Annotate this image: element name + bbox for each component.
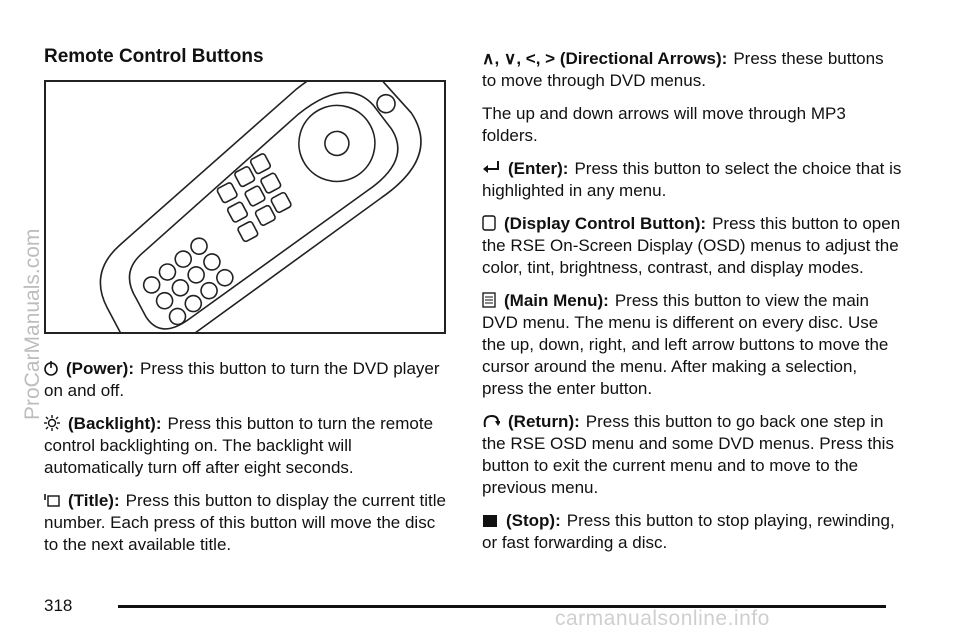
right-column	[482, 48, 902, 565]
arrows-term: (Directional Arrows):	[559, 49, 728, 68]
return-description	[482, 411, 902, 499]
backlight-icon	[44, 415, 60, 431]
display-description	[482, 213, 902, 279]
return-icon	[482, 413, 500, 429]
stop-icon	[482, 514, 498, 528]
title-icon	[44, 492, 60, 508]
menu-text: Press this button to view the main DVD menu. The menu is different on every disc. Use the up, down, right, and left arrow buttons to move the cursor around the menu. After making a selection, press the enter button.	[482, 291, 889, 398]
menu-icon	[482, 292, 496, 308]
backlight-description	[44, 413, 452, 479]
menu-description	[482, 290, 902, 400]
title-description	[44, 490, 452, 556]
power-term: (Power):	[66, 359, 134, 378]
arrows-description	[482, 48, 902, 92]
section-title: Remote Control Buttons	[44, 46, 264, 67]
bottom-watermark: carmanualsonline.info	[555, 607, 770, 630]
stop-term: (Stop):	[506, 511, 561, 530]
display-text: Press this button to open the RSE On-Screen Display (OSD) menus to adjust the color, tint, brightness, contrast, and display modes.	[482, 214, 901, 277]
display-term: (Display Control Button):	[504, 214, 707, 233]
arrows-icon: ∧, ∨, <, >	[482, 49, 556, 68]
backlight-term: (Backlight):	[68, 414, 162, 433]
title-term: (Title):	[68, 491, 120, 510]
side-watermark: ProCarManuals.com	[21, 228, 44, 420]
title-text: Press this button to display the current title number. Each press of this button will move the disc to the next available title.	[44, 491, 446, 554]
return-term: (Return):	[508, 412, 580, 431]
page-number: 318	[44, 596, 73, 615]
return-text: Press this button to go back one step in the RSE OSD menu and some DVD menus. Press this button to exit the current menu and to move to the previous menu.	[482, 412, 894, 497]
stop-text: Press this button to stop playing, rewinding, or fast forwarding a disc.	[482, 511, 895, 552]
menu-term: (Main Menu):	[504, 291, 609, 310]
enter-term: (Enter):	[508, 159, 569, 178]
power-icon	[44, 360, 58, 376]
remote-control-illustration	[44, 80, 446, 334]
stop-description	[482, 510, 902, 554]
mp3-text: The up and down arrows will move through MP3 folders.	[482, 104, 846, 145]
power-description	[44, 358, 452, 402]
arrows-text: Press these buttons to move through DVD menus.	[482, 49, 884, 90]
enter-icon	[482, 160, 500, 176]
backlight-text: Press this button to turn the remote control backlighting on. The backlight will automatically turn off after eight seconds.	[44, 414, 434, 477]
enter-description	[482, 158, 902, 202]
mp3-note	[482, 103, 902, 147]
left-column	[44, 358, 452, 567]
footer-rule	[118, 605, 886, 608]
remote-control-drawing	[46, 82, 444, 332]
power-text: Press this button to turn the DVD player on and off.	[44, 359, 440, 400]
enter-text: Press this button to select the choice that is highlighted in any menu.	[482, 159, 902, 200]
display-icon	[482, 215, 496, 231]
